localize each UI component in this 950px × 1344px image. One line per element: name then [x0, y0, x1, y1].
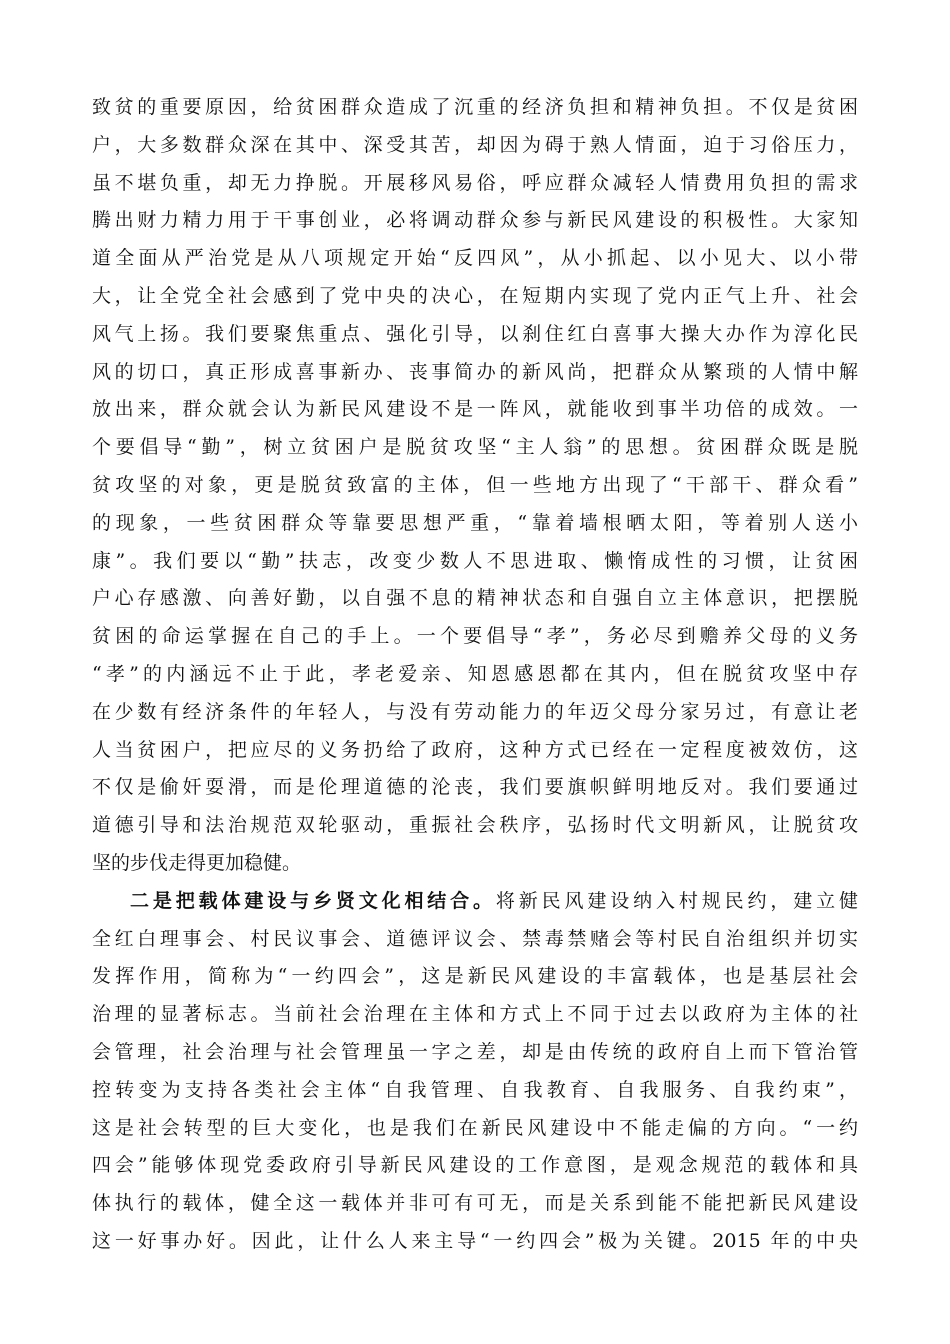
paragraph-1-line: 坚的步伐走得更加稳健。 — [92, 851, 302, 874]
paragraph-1-line: 个要倡导“勤”，树立贫困户是脱贫攻坚“主人翁”的思想。贫困群众既是脱 — [92, 436, 858, 459]
paragraph-1-line: 的现象，一些贫困群众等靠要思想严重，“靠着墙根晒太阳，等着别人送小 — [92, 511, 858, 534]
paragraph-1-line: 道德引导和法治规范双轮驱动，重振社会秩序，弘扬时代文明新风，让脱贫攻 — [92, 814, 858, 837]
paragraph-2-line: 四会”能够体现党委政府引导新民风建设的工作意图，是观念规范的载体和具 — [92, 1154, 858, 1177]
paragraph-1-line: 人当贫困户，把应尽的义务扔给了政府，这种方式已经在一定程度被效仿，这 — [92, 738, 858, 761]
paragraph-1-line: 风气上扬。我们要聚焦重点、强化引导，以刹住红白喜事大操大办作为淳化民 — [92, 322, 858, 345]
paragraph-1-line: 腾出财力精力用于干事创业，必将调动群众参与新民风建设的积极性。大家知 — [92, 209, 858, 232]
paragraph-1-line: 贫困的命运掌握在自己的手上。一个要倡导“孝”，务必尽到赡养父母的义务 — [92, 625, 858, 648]
paragraph-1-line: 户心存感激、向善好勤，以自强不息的精神状态和自强自立主体意识，把摆脱 — [92, 587, 858, 610]
paragraph-2-first-line-text: 将新民风建设纳入村规民约，建立健 — [495, 889, 858, 912]
paragraph-1-line: 致贫的重要原因，给贫困群众造成了沉重的经济负担和精神负担。不仅是贫困 — [92, 96, 858, 118]
paragraph-1-line: 风的切口，真正形成喜事新办、丧事简办的新风尚，把群众从繁琐的人情中解 — [92, 360, 858, 383]
paragraph-2 — [92, 883, 858, 1261]
paragraph-2-line: 这一好事办好。因此，让什么人来主导“一约四会”极为关键。2015 年的中央 — [92, 1229, 858, 1252]
paragraph-2-line: 发挥作用，简称为“一约四会”，这是新民风建设的丰富载体，也是基层社会 — [92, 965, 858, 988]
paragraph-2-line: 会管理，社会治理与社会管理虽一字之差，却是由传统的政府自上而下管治管 — [92, 1040, 858, 1063]
paragraph-2-line: 体执行的载体，健全这一载体并非可有可无，而是关系到能不能把新民风建设 — [92, 1192, 858, 1215]
paragraph-1 — [92, 89, 858, 883]
document-page — [92, 89, 858, 1261]
paragraph-2-first-line — [92, 883, 858, 921]
paragraph-1-line: 康”。我们要以“勤”扶志，改变少数人不思进取、懒惰成性的习惯，让贫困 — [92, 549, 858, 572]
paragraph-1-line: 在少数有经济条件的年轻人，与没有劳动能力的年迈父母分家另过，有意让老 — [92, 700, 858, 723]
paragraph-1-line: 贫攻坚的对象，更是脱贫致富的主体，但一些地方出现了“干部干、群众看” — [92, 473, 858, 496]
paragraph-1-line: 道全面从严治党是从八项规定开始“反四风”，从小抓起、以小见大、以小带 — [92, 247, 858, 270]
paragraph-1-line: 虽不堪负重，却无力挣脱。开展移风易俗，呼应群众减轻人情费用负担的需求 — [92, 171, 858, 194]
paragraph-1-line: 大，让全党全社会感到了党中央的决心，在短期内实现了党内正气上升、社会 — [92, 284, 858, 307]
paragraph-2-heading: 二是把载体建设与乡贤文化相结合。 — [130, 889, 496, 912]
paragraph-1-line: 放出来，群众就会认为新民风建设不是一阵风，就能收到事半功倍的成效。一 — [92, 398, 858, 421]
paragraph-2-line: 治理的显著标志。当前社会治理在主体和方式上不同于过去以政府为主体的社 — [92, 1003, 858, 1026]
paragraph-2-line: 全红白理事会、村民议事会、道德评议会、禁毒禁赌会等村民自治组织并切实 — [92, 927, 858, 950]
paragraph-1-line: 不仅是偷奸耍滑，而是伦理道德的沦丧，我们要旗帜鲜明地反对。我们要通过 — [92, 776, 858, 799]
paragraph-2-line: 这是社会转型的巨大变化，也是我们在新民风建设中不能走偏的方向。“一约 — [92, 1116, 858, 1139]
paragraph-1-line: 户，大多数群众深在其中、深受其苦，却因为碍于熟人情面，迫于习俗压力， — [92, 133, 858, 156]
paragraph-1-line: “孝”的内涵远不止于此，孝老爱亲、知恩感恩都在其内，但在脱贫攻坚中存 — [92, 662, 858, 685]
paragraph-2-line: 控转变为支持各类社会主体“自我管理、自我教育、自我服务、自我约束”， — [92, 1078, 858, 1101]
